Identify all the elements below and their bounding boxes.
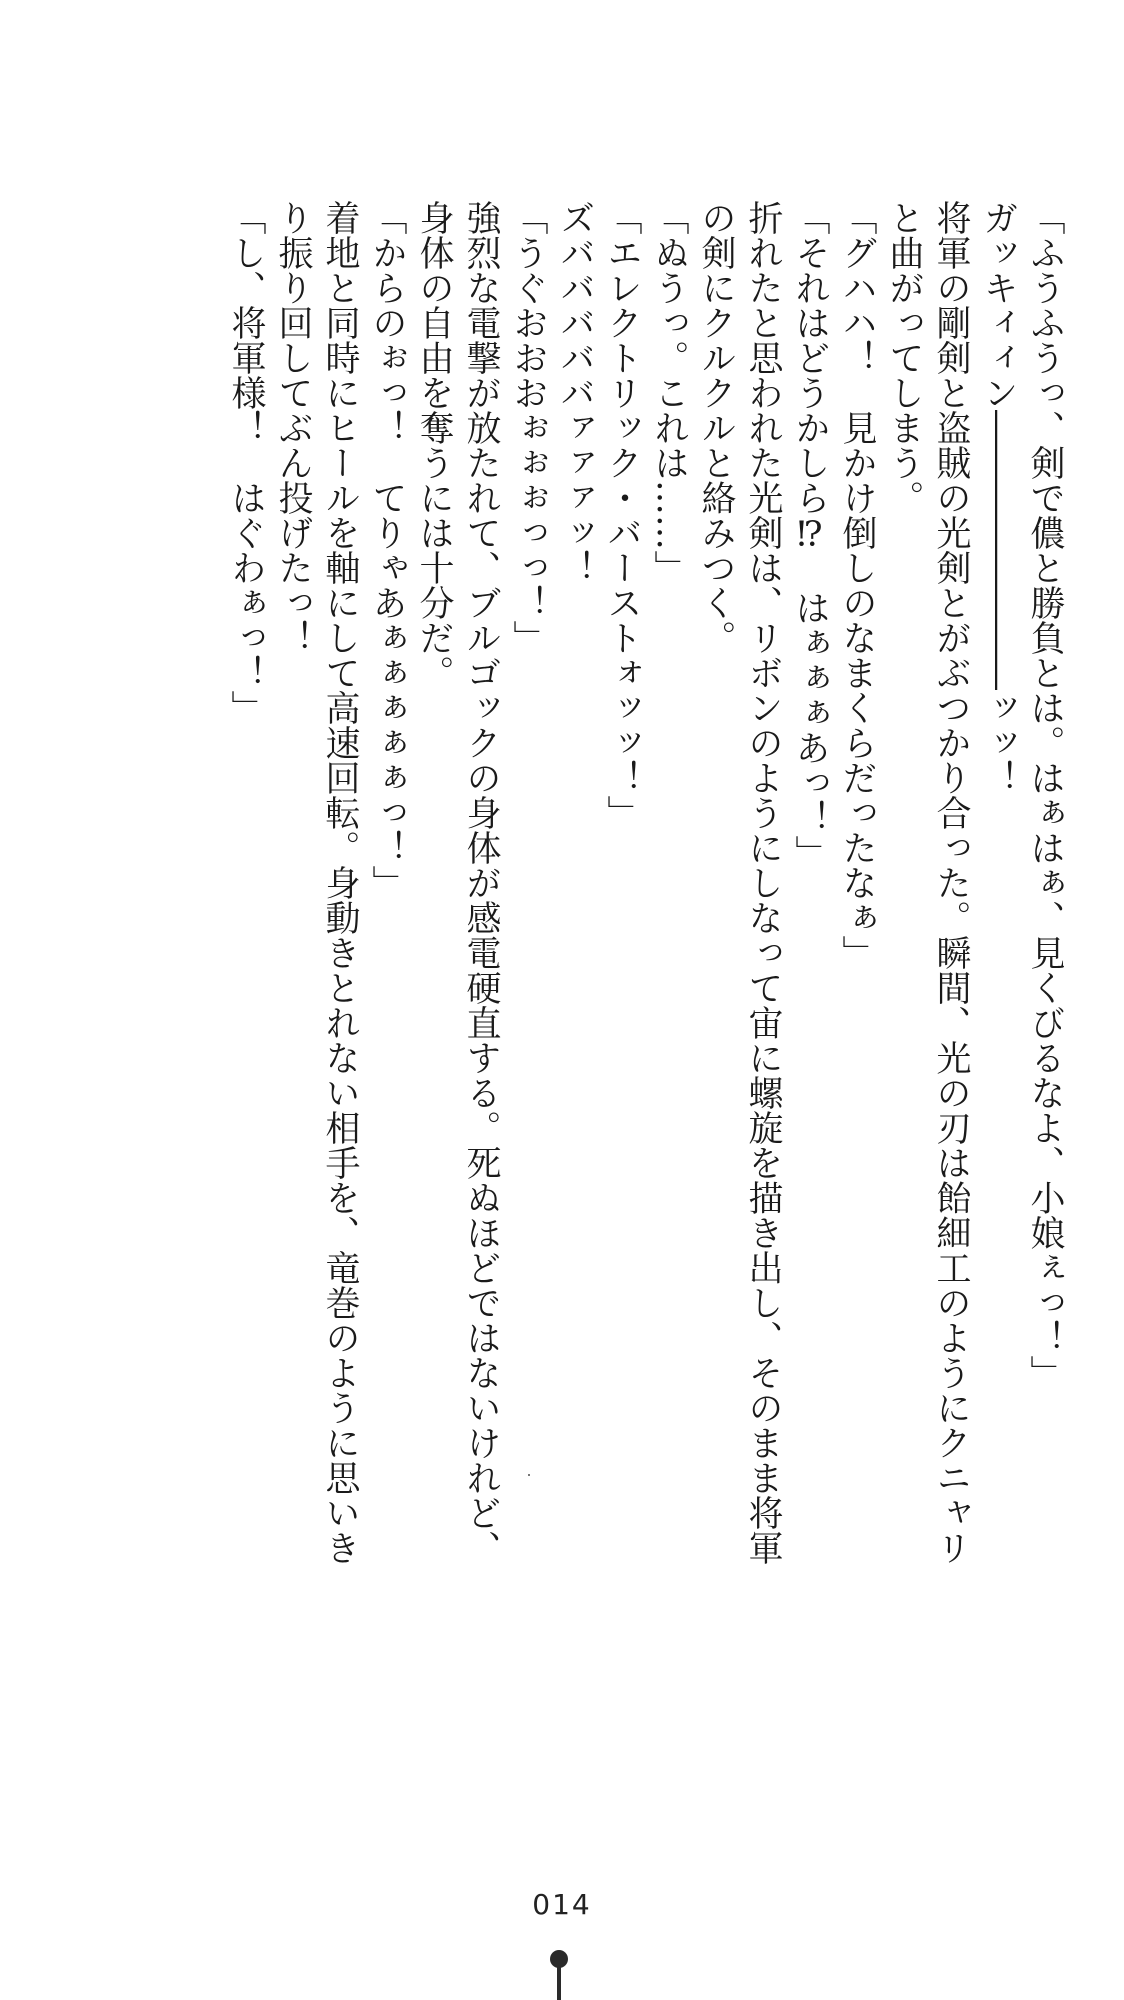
text-line: 「エレクトリック・バーストォッッ！」 — [602, 200, 642, 830]
text-line: 着地と同時にヒールを軸にして高速回転。身動きとれない相手を、竜巻のように思いき — [320, 200, 360, 1565]
page-number: 014 — [532, 1888, 592, 1921]
text-line: 身体の自由を奪うには十分だ。 — [414, 200, 454, 690]
text-line: 強烈な電撃が放たれて、ブルゴックの身体が感電硬直する。死ぬほどではないけれど、 — [461, 200, 501, 1565]
text-line: 「それはどうかしら⁉ はぁぁぁあっ！」 — [790, 200, 830, 870]
text-line: と曲がってしまう。 — [884, 200, 924, 515]
text-line: 将軍の剛剣と盗賊の光剣とがぶつかり合った。瞬間、光の刃は飴細工のようにクニャリ — [931, 200, 971, 1565]
text-line: 「ぬうっ。これは……」 — [649, 200, 689, 585]
text-line: 「うぐおおおぉぉぉっっ！」 — [508, 200, 548, 655]
text-line: 「グハハ！ 見かけ倒しのなまくらだったなぁ」 — [837, 200, 877, 970]
text-line: 「し、将軍様！ はぐわぁっ！」 — [226, 200, 266, 725]
text-line: 「からのぉっ！ てりゃあぁぁぁぁぁっ！」 — [367, 200, 407, 900]
text-line: 折れたと思われた光剣は、リボンのようにしなって宙に螺旋を描き出し、そのまま将軍 — [743, 200, 783, 1565]
page-marker-stem — [557, 1966, 561, 2000]
text-line: り振り回してぶん投げたっ！ — [273, 200, 313, 655]
text-line: ズバババババァァァッ！ — [555, 200, 595, 585]
scan-speck — [528, 1474, 530, 1476]
text-line: の剣にクルクルと絡みつく。 — [696, 200, 736, 655]
vertical-text-body — [58, 200, 1068, 1680]
text-line: ガッキィィン――――――――ッッ！ — [978, 200, 1018, 795]
text-line: 「ふうふうっ、剣で儂と勝負とは。はぁはぁ、見くびるなよ、小娘ぇっ！」 — [1025, 200, 1065, 1390]
